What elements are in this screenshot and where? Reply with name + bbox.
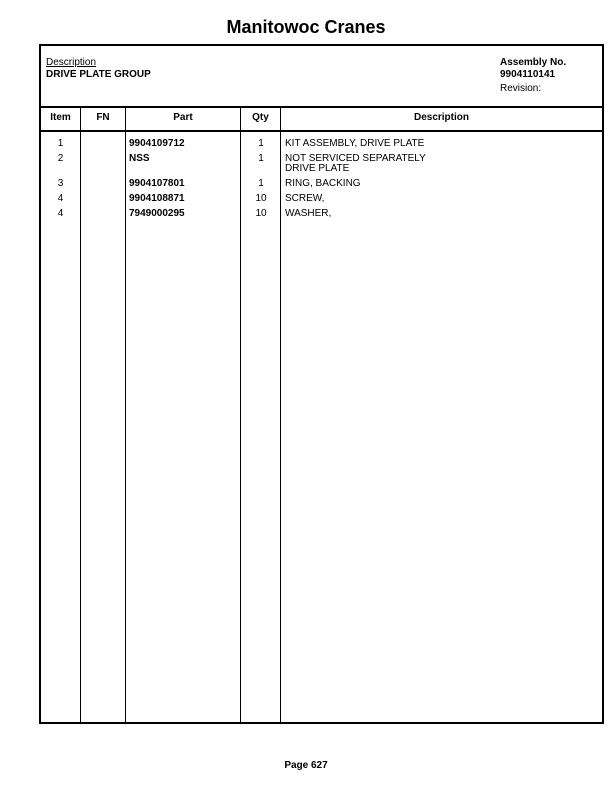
table-row xyxy=(41,193,602,208)
table-row xyxy=(41,178,602,193)
description-line: RING, BACKING xyxy=(285,178,361,189)
quantity-cell: 10 xyxy=(255,193,267,204)
revision-caption: Revision: xyxy=(500,83,542,94)
column-header-qty: Qty xyxy=(241,106,280,132)
document-title: Manitowoc Cranes xyxy=(226,17,386,37)
description-cell xyxy=(285,178,595,189)
quantity-cell: 1 xyxy=(258,178,264,189)
parts-list-frame xyxy=(39,44,604,724)
part-number-cell: 7949000295 xyxy=(129,208,185,219)
quantity-cell: 1 xyxy=(258,138,264,149)
description-cell xyxy=(285,208,595,219)
parts-table-body xyxy=(41,138,602,223)
column-header-part: Part xyxy=(126,106,240,132)
description-line: SCREW, xyxy=(285,193,325,204)
description-caption: Description xyxy=(46,57,97,68)
description-cell xyxy=(285,193,595,204)
table-row xyxy=(41,138,602,153)
column-header-description: Description xyxy=(281,106,602,132)
item-cell: 1 xyxy=(57,138,64,149)
page-number: Page 627 xyxy=(284,760,328,771)
assembly-number-caption: Assembly No. xyxy=(500,57,567,68)
column-header-item: Item xyxy=(41,106,80,132)
description-line: WASHER, xyxy=(285,208,332,219)
description-cell xyxy=(285,153,595,173)
part-number-cell: 9904108871 xyxy=(129,193,185,204)
assembly-description: DRIVE PLATE GROUP xyxy=(46,69,151,80)
item-cell: 3 xyxy=(57,178,64,189)
item-cell: 4 xyxy=(57,193,64,204)
description-line: KIT ASSEMBLY, DRIVE PLATE xyxy=(285,138,425,149)
description-line: DRIVE PLATE xyxy=(285,163,350,174)
part-number-cell: 9904107801 xyxy=(129,178,185,189)
description-cell xyxy=(285,138,595,149)
quantity-cell: 10 xyxy=(255,208,267,219)
description-line: NOT SERVICED SEPARATELY xyxy=(285,153,426,164)
assembly-header xyxy=(41,46,602,108)
quantity-cell: 1 xyxy=(258,153,264,164)
item-cell: 4 xyxy=(57,208,64,219)
part-number-cell: 9904109712 xyxy=(129,138,185,149)
item-cell: 2 xyxy=(57,153,64,164)
part-number-cell: NSS xyxy=(129,153,150,164)
table-row xyxy=(41,153,602,178)
table-row xyxy=(41,208,602,223)
column-header-fn: FN xyxy=(81,106,125,132)
assembly-number: 9904110141 xyxy=(500,69,556,80)
